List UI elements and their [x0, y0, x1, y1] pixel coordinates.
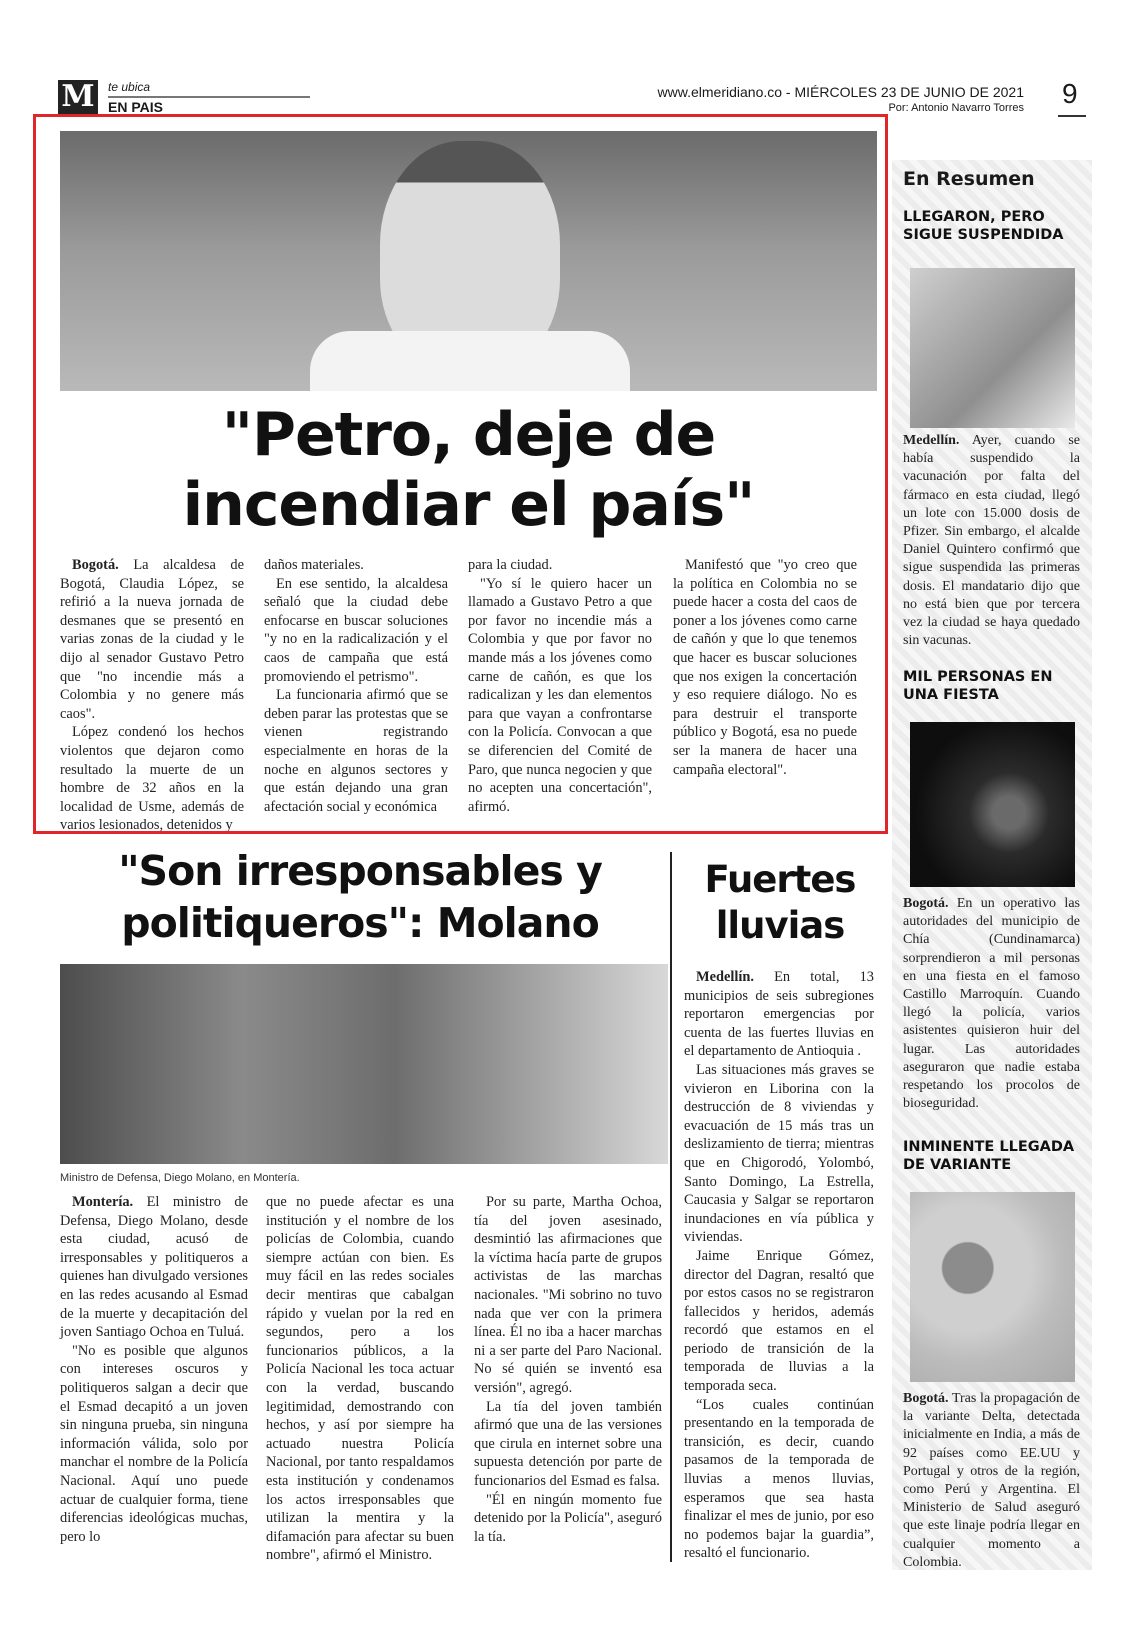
masthead-logo: M — [58, 80, 98, 114]
paragraph: Manifestó que "yo creo que la política en Colombia no se puede hacer a costa del caos de poner a los jóvenes como carne de cañón y que lo que tenemos que hacer es buscar soluciones que nos exigen la concertación y eso requiere diálogo. No es para destruir el transporte público y Bogotá, esa no puede ser la manera de hacer una campaña electoral". — [673, 557, 857, 778]
sidebar-heading: En Resumen — [903, 168, 1035, 190]
header-rule — [108, 96, 310, 98]
paragraph: “Los cuales continúan presentando en la temporada de transición, es decir, cuando pasamos de la temporada de lluvias a menos lluvias, esperamos que sea hasta finalizar el mes de junio, por eso no podemos bajar la guardia”, resaltó el funcionario. — [684, 1396, 874, 1562]
paragraph: daños materiales. — [264, 557, 364, 573]
main-story-headline: "Petro, deje de incendiar el país" — [182, 400, 755, 540]
sidebar-photo-castle — [910, 722, 1075, 887]
paragraph: Montería. El ministro de Defensa, Diego Molano, desde esta ciudad, acusó de irresponsables y politiqueros a quienes han divulgado versiones en las redes acusando al Esmad de la muerte y decapitación del joven Santiago Ochoa en Tuluá. — [60, 1194, 248, 1341]
molano-story-column-1 — [60, 1193, 248, 1546]
photo-caption: Ministro de Defensa, Diego Molano, en Montería. — [60, 1172, 300, 1184]
header-dateline: www.elmeridiano.co - MIÉRCOLES 23 DE JUNIO DE 2021 — [657, 84, 1024, 100]
paragraph: para la ciudad. — [468, 557, 553, 573]
section-kicker: te ubica — [108, 80, 151, 94]
column-divider — [670, 852, 672, 1562]
highlight-frame — [33, 114, 888, 834]
page-number-rule — [1058, 115, 1086, 117]
sidebar-photo-vaccine — [910, 268, 1075, 428]
paragraph: "No es posible que algunos con intereses oscuros y politiqueros salgan a decir que el Esmad decapitó a un joven sin ninguna prueba, sin ninguna información válida, solo por manchar el nombre de la Policía Nacional. Aquí uno puede actuar de cualquier forma, tiene diferencias ideológicas muchas, pero lo — [60, 1342, 248, 1545]
paragraph: Bogotá. La alcaldesa de Bogotá, Claudia López, se refirió a la nueva jornada de desmanes que se presentó en varias zonas de la ciudad y le dijo al senador Gustavo Petro que "no incendie más a Colombia y no genere más caos". — [60, 557, 244, 722]
paragraph: Jaime Enrique Gómez, director del Dagran, resaltó que por estos casos no se registraron fallecidos y heridos, además recordó que estamos en el periodo de transición de la temporada de lluvias a la temporada seca. — [684, 1247, 874, 1395]
molano-story-column-2 — [266, 1193, 454, 1565]
sidebar-item-text — [903, 432, 1080, 650]
paragraph: Medellín. En total, 13 municipios de seis subregiones reportaron emergencias por cuenta de las fuertes lluvias en el departamento de Antioquia . — [684, 969, 874, 1060]
paragraph: La tía del joven también afirmó que una de las versiones que cirula en internet sobre una supuesta detención por parte de funcionarios del Esmad es falsa. — [474, 1398, 662, 1489]
molano-story-photo — [60, 964, 668, 1164]
paragraph: En ese sentido, la alcaldesa señaló que la ciudad debe enfocarse en buscar soluciones "y no en la radicalización y el caos de campaña que está promoviendo el petrismo". — [264, 575, 448, 685]
section-name: EN PAIS — [108, 99, 163, 115]
paragraph: Bogotá. Tras la propagación de la variante Delta, detectada inicialmente en India, a más de 92 países como EE.UU y Portugal y otros de la región, como Perú y Argentina. El Ministerio de Salud aseguró que este linaje podría llegar en cualquier momento a Colombia. — [903, 1391, 1080, 1570]
header-author: Por: Antonio Navarro Torres — [888, 102, 1024, 114]
paragraph: López condenó los hechos violentos que dejaron como resultado la muerte de un hombre de 32 años en la localidad de Usme, además de varios lesionados, detenidos y — [60, 724, 244, 834]
sidebar-item-title: INMINENTE LLEGADA DE VARIANTE — [903, 1139, 1075, 1173]
paragraph: que no puede afectar es una institución y el nombre de los policías de Colombia, cuando siempre actúan con bien. Es muy fácil en las redes sociales decir mentiras que cabalgan rápido y vuelan por la red en segundos, pero a los funcionarios públicos, a la Policía Nacional les toca actuar con la verdad, buscando legitimidad, demostrando con hechos, y así por siempre ha actuado nuestra Policía Nacional, por tanto respaldamos esta institución y condenamos los actos irresponsables que utilizan la mentira y la difamación para afectar su buen nombre", afirmó el Ministro. — [266, 1194, 454, 1564]
sidebar-item-title: MIL PERSONAS EN UNA FIESTA — [903, 669, 1053, 703]
sidebar-photo-virus — [910, 1192, 1075, 1382]
molano-story-headline: "Son irresponsables y politiqueros": Molano — [118, 847, 602, 947]
paragraph: Bogotá. En un operativo las autoridades del municipio de Chía (Cundinamarca) sorprendieron a mil personas en una fiesta en el famoso Castillo Marroquín. Cuando llegó la policía, varios asistentes quisieron huir del lugar. Las autoridades aseguraron que nadie estaba respetando los procolos de bioseguridad. — [903, 896, 1080, 1112]
sidebar-item-text — [903, 1390, 1080, 1572]
sidebar-item-text — [903, 895, 1080, 1113]
rain-story-headline: Fuertes lluvias — [704, 858, 856, 947]
paragraph: Medellín. Ayer, cuando se había suspendido la vacunación por falta del fármaco en esta ciudad, llegó un lote con 15.000 dosis de Pfizer. Sin embargo, el alcalde Daniel Quintero confirmó que sigue suspendida las primeras dosis. El mandatario dijo que no está bien que por tercera vez la ciudad se haya quedado sin vacunas. — [903, 433, 1080, 649]
paragraph: La funcionaria afirmó que se deben parar las protestas que se vienen registrando especialmente en horas de la noche en algunos sectores y que están dejando una gran afectación social y económica — [264, 687, 448, 815]
sidebar-item-title: LLEGARON, PERO SIGUE SUSPENDIDA — [903, 209, 1064, 243]
paragraph: "Él en ningún momento fue detenido por la Policía", aseguró la tía. — [474, 1491, 662, 1545]
rain-story-column — [684, 968, 874, 1563]
paragraph: "Yo sí le quiero hacer un llamado a Gustavo Petro a que por favor no incendie más a Colombia y que por favor no mande más a los jóvenes como carne de cañón, es que los radicalizan y les dan elementos para que vayan a confrontarse con la Policía. Convocan a que se diferencien del Comité de Paro, que nunca negocien y que no acepten una concertación", afirmó. — [468, 575, 652, 815]
page-number: 9 — [1062, 78, 1078, 109]
paragraph: Las situaciones más graves se vivieron en Liborina con la destrucción de 8 viviendas y evacuación de 15 más tras un deslizamiento de tierra; mientras que en Chigorodó, Yolombó, Santo Domingo, La Estrella, Caucasia y Salgar se reportaron inundaciones en vía pública y viviendas. — [684, 1061, 874, 1246]
molano-story-column-3 — [474, 1193, 662, 1546]
paragraph: Por su parte, Martha Ochoa, tía del joven asesinado, desmintió las afirmaciones que la víctima hacía parte de grupos activistas de las marchas nacionales. "Mi sobrino no tuvo nada que ver con la primera línea. Él no iba a hacer marchas ni a ser parte del Paro Nacional. No sé quién se inventó esa versión", agregó. — [474, 1194, 662, 1396]
